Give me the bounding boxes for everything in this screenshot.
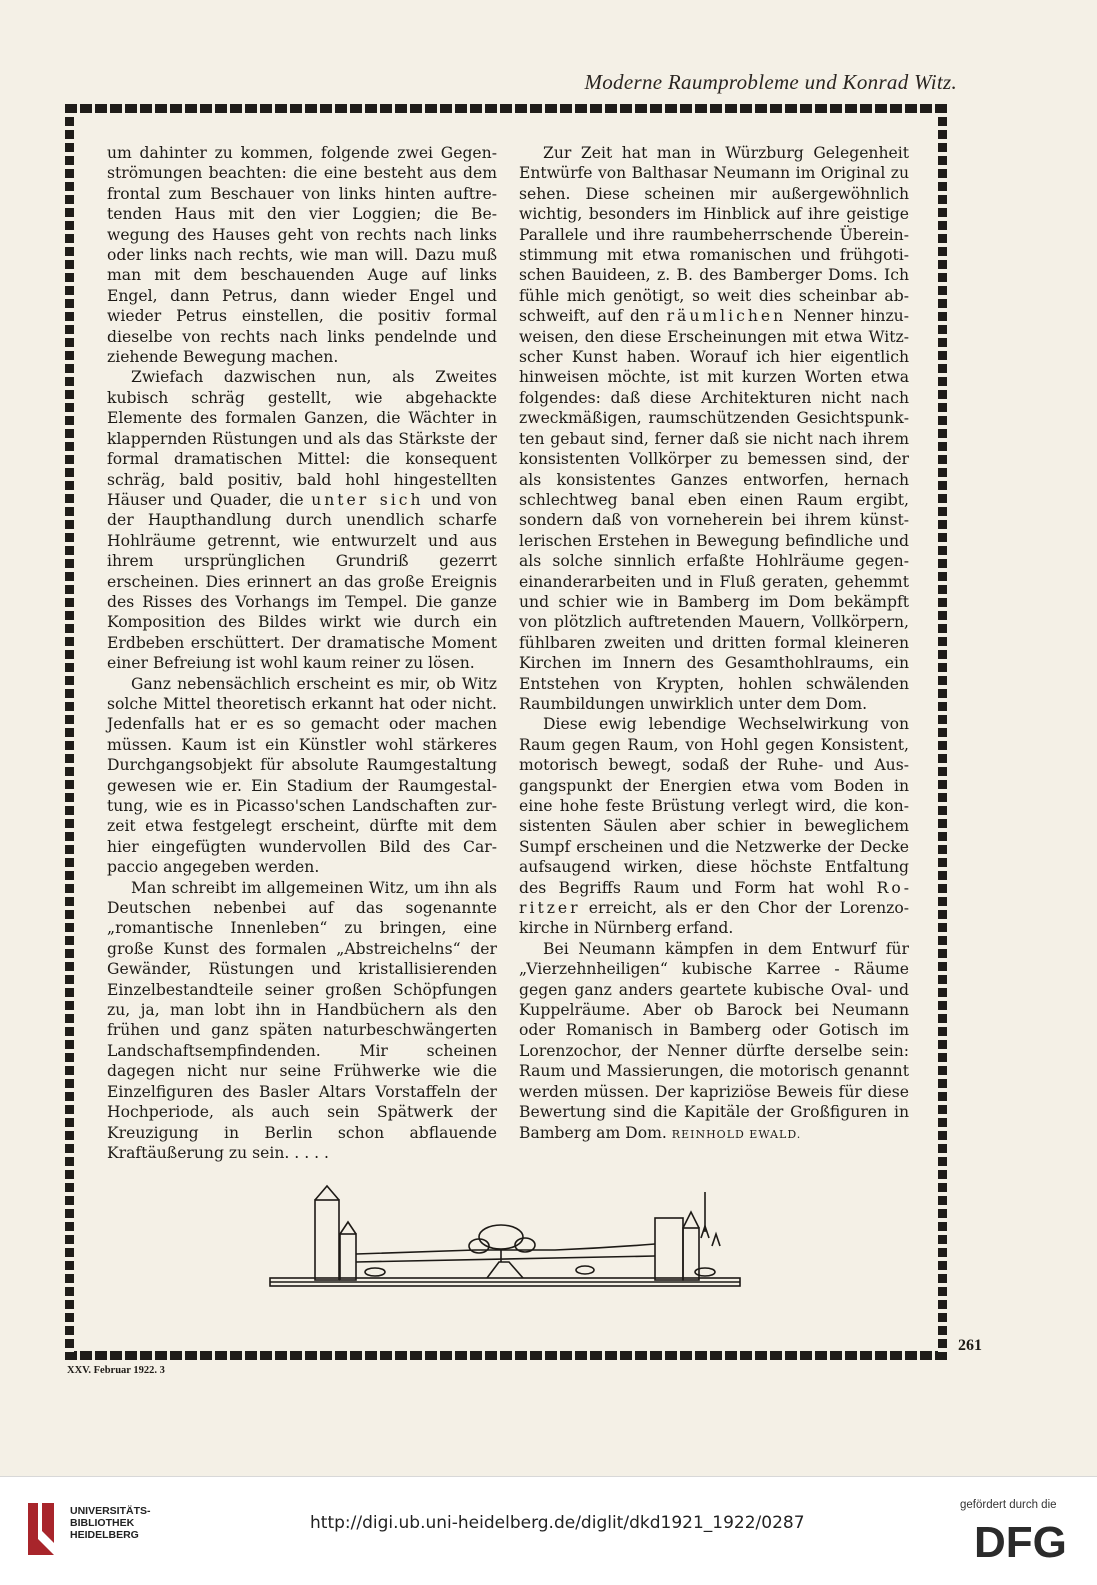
ornamental-border-left (65, 104, 74, 1360)
spaced-emphasis: räumlichen (666, 307, 787, 326)
ornamental-border-bottom (65, 1351, 947, 1360)
spaced-emphasis: unter sich (311, 490, 424, 509)
author-signature: REINHOLD EWALD. (671, 1127, 802, 1141)
paragraph: Diese ewig lebendige Wechselwirkung von Raum gegen Raum, von Hohl gegen Konsistent, motorisch bewegt, sodaß der Ruhe- und Ausgangspunkt der Energien etwa vom Boden in eine hohe feste Brüstung verlegt wird, die konsistenten Säulen aber schier in beweglichem Sumpf erscheinen und die Netzwerke der Decke aufsaugend wirken, diese höchste Entfaltung des Begriffs Raum und Form hat wohl Roritzer erreicht, als er den Chor der Lorenzokirche in Nürnberg erfand. (519, 715, 909, 938)
spaced-emphasis: Roritzer (519, 878, 909, 918)
left-text-column (107, 143, 497, 1163)
paragraph: Zur Zeit hat man in Würzburg Gelegenheit Entwürfe von Balthasar Neumann im Original zu sehen. Diese scheinen mir außergewöhnlich wichtig, besonders im Hinblick auf ihre geistige Parallele und ihre raumbeherrschende Übereinstimmung mit etwa romanischen und frühgotischen Bauideen, z. B. des Bamberger Doms. Ich fühle mich genötigt, so weit dies scheinbar abschweift, auf den räumlichen Nenner hinzuweisen, den diese Erscheinungen mit etwa Witzscher Kunst haben. Worauf ich hier eigentlich hinweisen möchte, ist mit kurzen Worten etwa folgendes: daß diese Architekturen nicht nach zweckmäßigen, raumschützenden Gesichtspunkten gebaut sind, ferner daß sie nicht nach ihrem konsistenten Vollkörper zu bemessen sind, der als konsistentes Ganzes entworfen, hernach schlechtweg banal eben einen Raum ergibt, sondern daß von vorneherein bei ihrem künstlerischen Erstehen in Bewegung befindliche und als solche sinnlich erfaßte Hohlräume gegeneinanderarbeiten und in Fluß geraten, gehemmt und schier wie in Bamberg im Dom bekämpft von plötzlich auftretenden Mauern, Vollkörpern, fühlbaren zweiten und dritten formal kleineren Kirchen im Innern des Gesamthohlraums, ein Entstehen von Krypten, hohlen schwälenden Raumbildungen unwirklich unter dem Dom. (519, 144, 909, 713)
paragraph: um dahinter zu kommen, folgende zwei Gegenströmungen beachten: die eine besteht aus dem frontal zum Beschauer von links hinten auftretenden Haus mit den vier Loggien; die Bewegung des Hauses geht von rechts nach links oder links nach rechts, wie man will. Dazu muß man mit dem beschauenden Auge auf links Engel, dann Petrus, dann wieder Engel und wieder Petrus einstellen, die positiv formal dieselbe von rechts nach links pendelnde und ziehende Bewegung machen. (107, 144, 497, 367)
paragraph: Bei Neumann kämpfen in dem Entwurf für „Vierzehnheiligen“ kubische Karree - Räume gegen ganz anders geartete kubische Oval- und Kuppelräume. Aber ob Barock bei Neumann oder Romanisch in Bamberg oder Gotisch im Lorenzochor, der Nenner dürfte derselbe sein: Raum und Massierungen, die motorisch genannt werden müssen. Der kapriziöse Beweis für diese Bewertung sind die Kapitäle der Großfiguren in Bamberg am Dom. REINHOLD EWALD. (519, 939, 909, 1142)
permalink-url[interactable]: http://digi.ub.uni-heidelberg.de/diglit/dkd1921_1922/0287 (310, 1513, 805, 1533)
ornamental-border-right (938, 104, 947, 1360)
page-number: 261 (958, 1337, 982, 1354)
paragraph: Ganz nebensächlich erscheint es mir, ob Witz solche Mittel theoretisch erkannt hat oder nicht. Jedenfalls hat er es so gemacht oder machen müssen. Kaum ist ein Künstler wohl stärkeres Durchgangsobjekt für absolute Raumgestaltung gewesen wie er. Ein Stadium der Raumgestaltung, wie es in Picasso'schen Landschaften zurzeit etwa festgelegt erscheint, dürfte mit dem hier eingefügten wundervollen Bild des Carpaccio angegeben werden. (107, 674, 497, 877)
architectural-vignette (265, 1182, 745, 1302)
issue-line: XXV. Februar 1922. 3 (67, 1365, 165, 1376)
digitization-footer (0, 1476, 1097, 1585)
ornamental-border-top (65, 104, 947, 113)
dfg-logo-text: DFG (974, 1518, 1067, 1561)
sponsor-label: gefördert durch die (960, 1499, 1057, 1511)
paragraph: Man schreibt im allgemeinen Witz, um ihn als Deutschen nebenbei auf das sogenannte „romantische Innenleben“ zu bringen, eine große Kunst des formalen „Abstreichelns“ der Gewänder, Rüstungen und kristallisierenden Einzelbestandteile seiner großen Schöpfungen zu, ja, man lobt ihn in Handbüchern als den frühen und ganz späten naturbeschwängerten Landschaftsempfindenden. Mir scheinen dagegen nicht nur seine Frühwerke wie die Einzelfiguren des Basler Altars Vorstaffeln der Hochperiode, als auch sein Spätwerk der Kreuzigung in Berlin schon abflauende Kraftäußerung zu sein. . . . . (107, 878, 497, 1162)
running-head: Moderne Raumprobleme und Konrad Witz. (584, 70, 957, 94)
right-text-column (519, 143, 909, 1145)
library-name: UNIVERSITÄTS- BIBLIOTHEK HEIDELBERG (70, 1505, 151, 1541)
paragraph: Zwiefach dazwischen nun, als Zweites kubisch schräg gestellt, wie abgehackte Elemente des formalen Ganzen, die Wächter in klappernden Rüstungen und als das Stärkste der formal dramatischen Mittel: die konsequent schräg, bald positiv, bald hohl hingestellten Häuser und Quader, die unter sich und von der Haupthandlung durch unendlich scharfe Hohlräume getrennt, wie entwurzelt und aus ihrem ursprünglichen Grundriß gezerrt erscheinen. Dies erinnert an das große Ereignis des Risses des Vorhangs im Tempel. Die ganze Komposition des Bildes wirkt wie durch ein Erdbeben erschüttert. Der dramatische Moment einer Befreiung ist wohl kaum reiner zu lösen. (107, 368, 497, 673)
library-logo-icon (24, 1499, 58, 1559)
dfg-logo-icon (974, 1517, 1074, 1561)
